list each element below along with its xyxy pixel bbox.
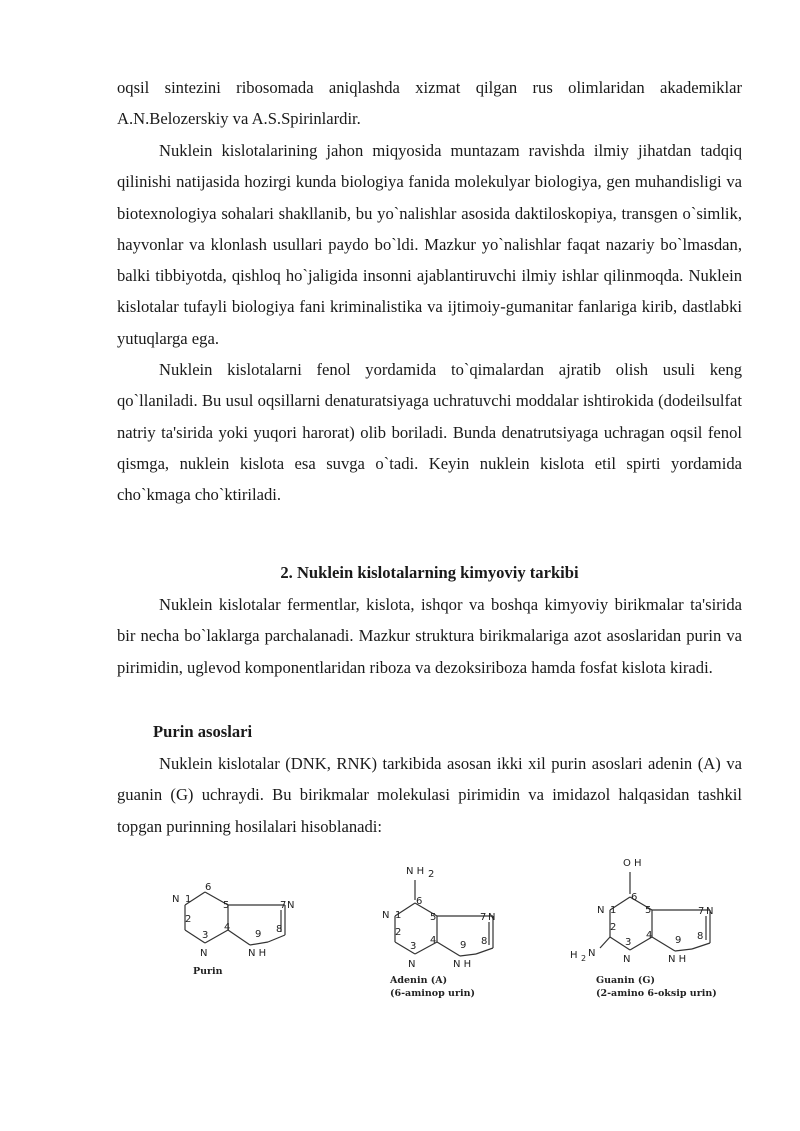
adenin-atom-n1: N	[382, 910, 390, 921]
guanin-pos-7: 7	[698, 906, 705, 917]
guanin-atom-h2n-n: N	[588, 948, 596, 959]
adenin-pos-3: 3	[410, 941, 417, 952]
guanin-pos-6: 6	[631, 892, 638, 903]
guanin-atom-n7: N	[706, 906, 714, 917]
adenin-pos-1: 1	[395, 910, 402, 921]
guanin-pos-8: 8	[697, 931, 704, 942]
adenin-pos-8: 8	[481, 936, 488, 947]
adenin-pos-6: 6	[416, 896, 423, 907]
paragraph-2: Nuklein kislotalarining jahon miqyosida muntazam ravishda ilmiy jihatdan tadqiq qilinishi natijasida hozirgi kunda biologiya fanida molekulyar biologiya, gen muhandisligi va biotexnologiya sohalari shakllanib, bu yo`nalishlar asosida daktiloskopiya, transgen o`simlik, hayvonlar va klonlash usullari paydo bo`ldi. Mazkur yo`nalishlar faqat nazariy bo`lmasdan, balki tibbiyotda, qishloq ho`jaligida insonni ajablantiruvchi ilmiy ishlar qilinmoqda. Nuklein kislotalar tufayli biologiya fani kriminalistika va ijtimoiy-gumanitar fanlariga kirib, dastlabki yutuqlarga ega.	[117, 141, 742, 348]
adenin-caption: Adenin (A)	[390, 975, 448, 986]
adenin-pos-9: 9	[460, 940, 467, 951]
purin-pos-8: 8	[276, 924, 283, 935]
purin-atom-n1: N	[172, 894, 180, 905]
paragraph-3: Nuklein kislotalarni fenol yordamida to`qimalardan ajratib olish usuli keng qo`llaniladi. Bu usul oqsillarni denaturatsiyaga uchratuvchi moddalar ishtirokida (dodeilsulfat natriy ta'sirida yoki yuqori harorat) olib boriladi. Bunda denatrutsiyaga uchragan oqsil fenol qismga, nuklein kislota esa suvga o`tadi. Keyin nuklein kislota etil spirti yordamida cho`kmaga cho`ktiriladi.	[117, 360, 742, 505]
purin-pos-9: 9	[255, 929, 262, 940]
purin-pos-4: 4	[224, 922, 231, 933]
adenin-atom-nh9: N H	[453, 959, 472, 970]
adenin-pos-7: 7	[480, 912, 487, 923]
guanin-pos-3: 3	[625, 937, 632, 948]
purin-pos-7: 7	[280, 900, 287, 911]
purin-pos-5: 5	[223, 900, 230, 911]
purin-atom-n7: N	[287, 900, 295, 911]
adenin-pos-2: 2	[395, 927, 402, 938]
guanin-pos-5: 5	[645, 905, 652, 916]
guanin-caption: Guanin (G)	[596, 975, 656, 986]
paragraph-4: Nuklein kislotalar fermentlar, kislota, ishqor va boshqa kimyoviy birikmalar ta'sirida bir necha bo`laklarga parchalanadi. Mazkur struktura birikmalariga azot asoslaridan purin va pirimidin, uglevod komponentlaridan riboza va dezoksiriboza hamda fosfat kislota kiradi.	[117, 595, 742, 677]
purin-pos-3: 3	[202, 930, 209, 941]
purin-pos-6: 6	[205, 882, 212, 893]
adenin-pos-4: 4	[430, 935, 437, 946]
adenin-atom-nh: N H	[406, 866, 425, 877]
purin-atom-n3: N	[200, 948, 208, 959]
guanin-atom-nh9: N H	[668, 954, 687, 965]
purin-structure	[185, 892, 285, 945]
guanin-pos-2: 2	[610, 922, 617, 933]
guanin-atom-h2n-h: H	[570, 950, 578, 961]
guanin-atom-n3: N	[623, 954, 631, 965]
guanin-caption-sub: (2-amino 6-oksip urin)	[596, 988, 717, 999]
guanin-pos-9: 9	[675, 935, 682, 946]
purin-pos-2: 2	[185, 914, 192, 925]
adenin-caption-sub: (6-aminop urin)	[390, 988, 475, 999]
guanin-pos-1: 1	[610, 905, 617, 916]
purin-atom-nh9: N H	[248, 948, 267, 959]
subheading-purin-asoslari: Purin asoslari	[153, 722, 253, 741]
paragraph-1: oqsil sintezini ribosomada aniqlashda xizmat qilgan rus olimlaridan akademiklar A.N.Belozerskiy va A.S.Spirinlardir.	[117, 78, 742, 129]
guanin-atom-n1: N	[597, 905, 605, 916]
purin-pos-1: 1	[185, 894, 192, 905]
paragraph-5: Nuklein kislotalar (DNK, RNK) tarkibida asosan ikki xil purin asoslari adenin (A) va guanin (G) uchraydi. Bu birikmalar molekulasi pirimidin va imidazol halqasidan tashkil topgan purinning hosilalari hisoblanadi:	[117, 754, 742, 836]
guanin-pos-4: 4	[646, 930, 653, 941]
purin-caption: Purin	[193, 966, 223, 977]
adenin-atom-n7: N	[488, 912, 496, 923]
adenin-sub-2: 2	[428, 869, 435, 880]
guanin-atom-oh: O H	[623, 858, 642, 869]
adenin-atom-n3: N	[408, 959, 416, 970]
guanin-atom-h2n-sub: 2	[581, 954, 587, 963]
guanin-structure	[600, 872, 710, 951]
purine-structures-figure	[160, 850, 740, 1010]
adenin-pos-5: 5	[430, 912, 437, 923]
section-heading: 2. Nuklein kislotalarning kimyoviy tarkibi	[280, 563, 579, 582]
purine-structures-svg	[160, 850, 740, 1010]
